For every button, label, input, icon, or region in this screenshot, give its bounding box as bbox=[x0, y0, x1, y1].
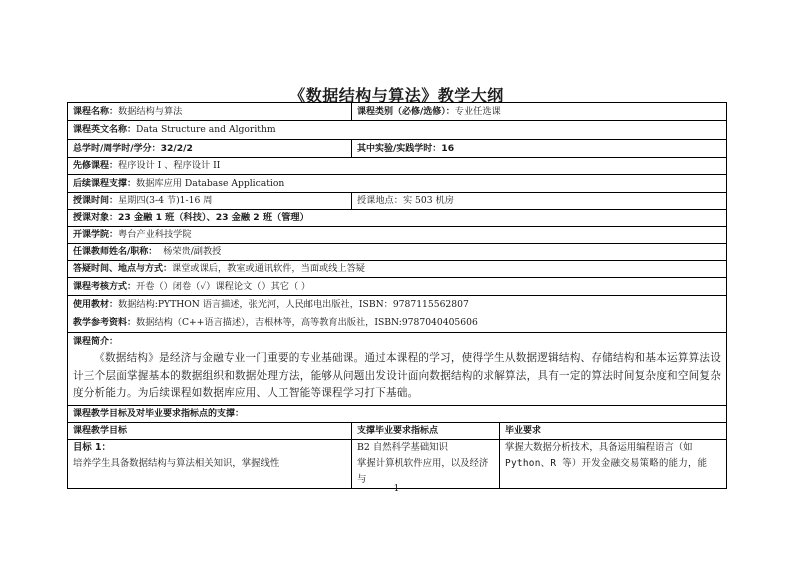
column-goal: 课程教学目标 bbox=[73, 425, 128, 436]
course-name-label: 课程名称： bbox=[73, 106, 119, 117]
requirement-line-2: Python、R 等）开发金融交易策略的能力，能 bbox=[505, 457, 708, 469]
row-college bbox=[68, 227, 727, 244]
document-title: 《数据结构与算法》教学大纲 bbox=[289, 86, 504, 105]
course-name-value: 数据结构与算法 bbox=[118, 105, 183, 117]
column-requirement: 毕业要求 bbox=[505, 425, 542, 436]
indicator-line-1: B2 自然科学基础知识 bbox=[357, 441, 448, 453]
row-materials bbox=[68, 296, 727, 333]
row-objectives-header bbox=[68, 405, 727, 422]
college-label: 开课学院： bbox=[73, 230, 119, 240]
textbook-value: 数据结构:PYTHON 语言描述，张光河，人民邮电出版社，ISBN：9787115562807 bbox=[118, 299, 469, 310]
prerequisite-value: 程序设计 I 、程序设计 II bbox=[118, 160, 221, 171]
target-value: 23 金融 1 班（科技）、23 金融 2 班（管理） bbox=[118, 212, 309, 223]
row-hours bbox=[68, 140, 727, 158]
lab-hours-value: 16 bbox=[441, 142, 455, 154]
reference-label: 教学参考资料： bbox=[73, 318, 137, 328]
qa-label: 答疑时间、地点与方式： bbox=[73, 264, 173, 274]
course-category-label: 课程类别（必修/选修）： bbox=[357, 106, 455, 117]
course-category-value: 专业任选课 bbox=[454, 105, 501, 117]
row-teacher bbox=[68, 244, 727, 261]
row-objectives-columns bbox=[68, 422, 727, 439]
objective-row bbox=[68, 439, 727, 488]
row-prerequisite bbox=[68, 158, 727, 175]
teacher-value: 杨荣贵/副教授 bbox=[163, 246, 222, 257]
goal-title: 目标 1： bbox=[73, 441, 111, 453]
row-qa bbox=[68, 261, 727, 278]
exam-label: 课程考核方式： bbox=[73, 281, 137, 292]
english-name-label: 课程英文名称： bbox=[73, 125, 137, 135]
location-label: 授课地点： bbox=[357, 195, 403, 206]
row-english-name bbox=[68, 121, 727, 140]
location-value: 实 503 机房 bbox=[402, 195, 454, 206]
time-value: 星期四(3-4 节)1-16 周 bbox=[118, 195, 213, 206]
syllabus-table bbox=[67, 102, 727, 489]
column-indicator: 支撑毕业要求指标点 bbox=[357, 425, 439, 436]
row-exam bbox=[68, 278, 727, 296]
time-label: 授课时间： bbox=[73, 196, 119, 206]
goal-text: 培养学生具备数据结构与算法相关知识，掌握线性 bbox=[73, 457, 280, 469]
row-time bbox=[68, 193, 727, 210]
row-intro bbox=[68, 333, 727, 406]
row-course-name bbox=[68, 103, 727, 121]
hours-value: 32/2/2 bbox=[160, 142, 193, 154]
textbook-label: 使用教材： bbox=[73, 300, 119, 310]
reference-value: 数据结构（C++语言描述），吉根林等，高等教育出版社，ISBN:9787040405606 bbox=[136, 317, 478, 328]
lab-hours-label: 其中实验/实践学时： bbox=[357, 143, 442, 154]
page-number: 1 bbox=[393, 484, 400, 494]
row-target bbox=[68, 210, 727, 227]
qa-value: 课堂或课后，教室或通讯软件，当面或线上答疑 bbox=[172, 263, 365, 274]
english-name-value: Data Structure and Algorithm bbox=[136, 124, 276, 135]
teacher-label: 任课教师姓名/职称： bbox=[73, 247, 158, 257]
followup-value: 数据库应用 Database Application bbox=[136, 177, 285, 189]
intro-label: 课程简介： bbox=[73, 337, 119, 347]
prerequisite-label: 先修课程： bbox=[73, 161, 119, 171]
target-label: 授课对象： bbox=[73, 213, 119, 223]
indicator-line-2: 掌握计算机软件应用，以及经济与 bbox=[357, 457, 489, 485]
exam-value: 开卷（）闭卷（✓）课程论文（）其它（ ） bbox=[136, 280, 311, 292]
requirement-line-1: 掌握大数据分析技术，具备运用编程语言（如 bbox=[505, 441, 693, 453]
college-value: 粤台产业科技学院 bbox=[118, 229, 192, 240]
row-followup bbox=[68, 175, 727, 193]
objectives-header-label: 课程教学目标及对毕业要求指标点的支撑： bbox=[73, 408, 245, 419]
intro-text: 《数据结构》是经济与金融专业一门重要的专业基础课。通过本课程的学习，使得学生从数据逻辑结构、存储结构和基本运算算法设计三个层面掌握基本的数据组织和数据处理方法，能够从问题出发设计面向数据结构的求解算法，具有一定的算法时间复杂度和空间复杂度分析能力。为后续课程如数据库应用、人工智能等课程学习打下基础。 bbox=[73, 352, 722, 399]
hours-label: 总学时/周学时/学分： bbox=[73, 143, 161, 154]
followup-label: 后续课程支撑： bbox=[73, 178, 137, 189]
